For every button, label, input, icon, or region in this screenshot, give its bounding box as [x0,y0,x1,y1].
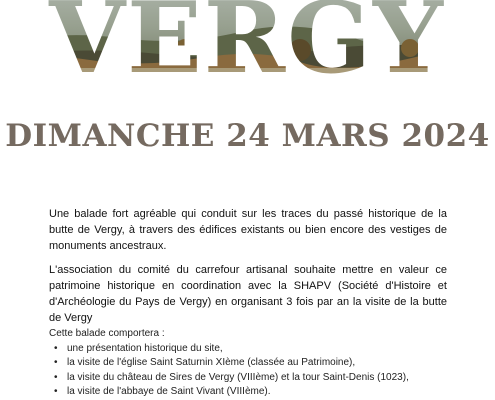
bullet-dot-icon: • [54,342,58,354]
list-item-text: une présentation historique du site, [67,342,223,354]
list-item [49,342,459,357]
list-item [49,385,459,400]
list-item-text: la visite du château de Sires de Vergy (VIIIème) et la tour Saint-Denis (1023), [67,371,409,383]
tour-program [49,327,459,400]
tour-list [49,342,459,400]
list-item-text: la visite de l'église Saint Saturnin XIème (classée au Patrimoine), [67,357,356,368]
tour-intro: Cette balade comportera : [49,328,165,339]
list-item-text: la visite de l'abbaye de Saint Vivant (VIIIème). [67,386,271,397]
list-item [49,356,459,371]
bullet-dot-icon: • [54,386,58,397]
intro-paragraph: Une balade fort agréable qui conduit sur les traces du passé historique de la butte de Vergy, à travers des édifices existants ou bien encore des vestiges de monuments ancestraux. [49,208,447,252]
event-date-heading: DIMANCHE 24 MARS 2024 [5,118,490,154]
bullet-dot-icon: • [54,371,58,383]
title-photo-lettering [0,0,495,82]
bullet-dot-icon: • [54,357,58,368]
association-paragraph: L'association du comité du carrefour artisanal souhaite mettre en valeur ce patrimoine historique en coordination avec la SHAPV (Société d'Histoire et d'Archéologie du Pays de Vergy) en organisant 3 fois par an la visite de la butte de Vergy [49,264,447,324]
list-item [49,371,459,386]
